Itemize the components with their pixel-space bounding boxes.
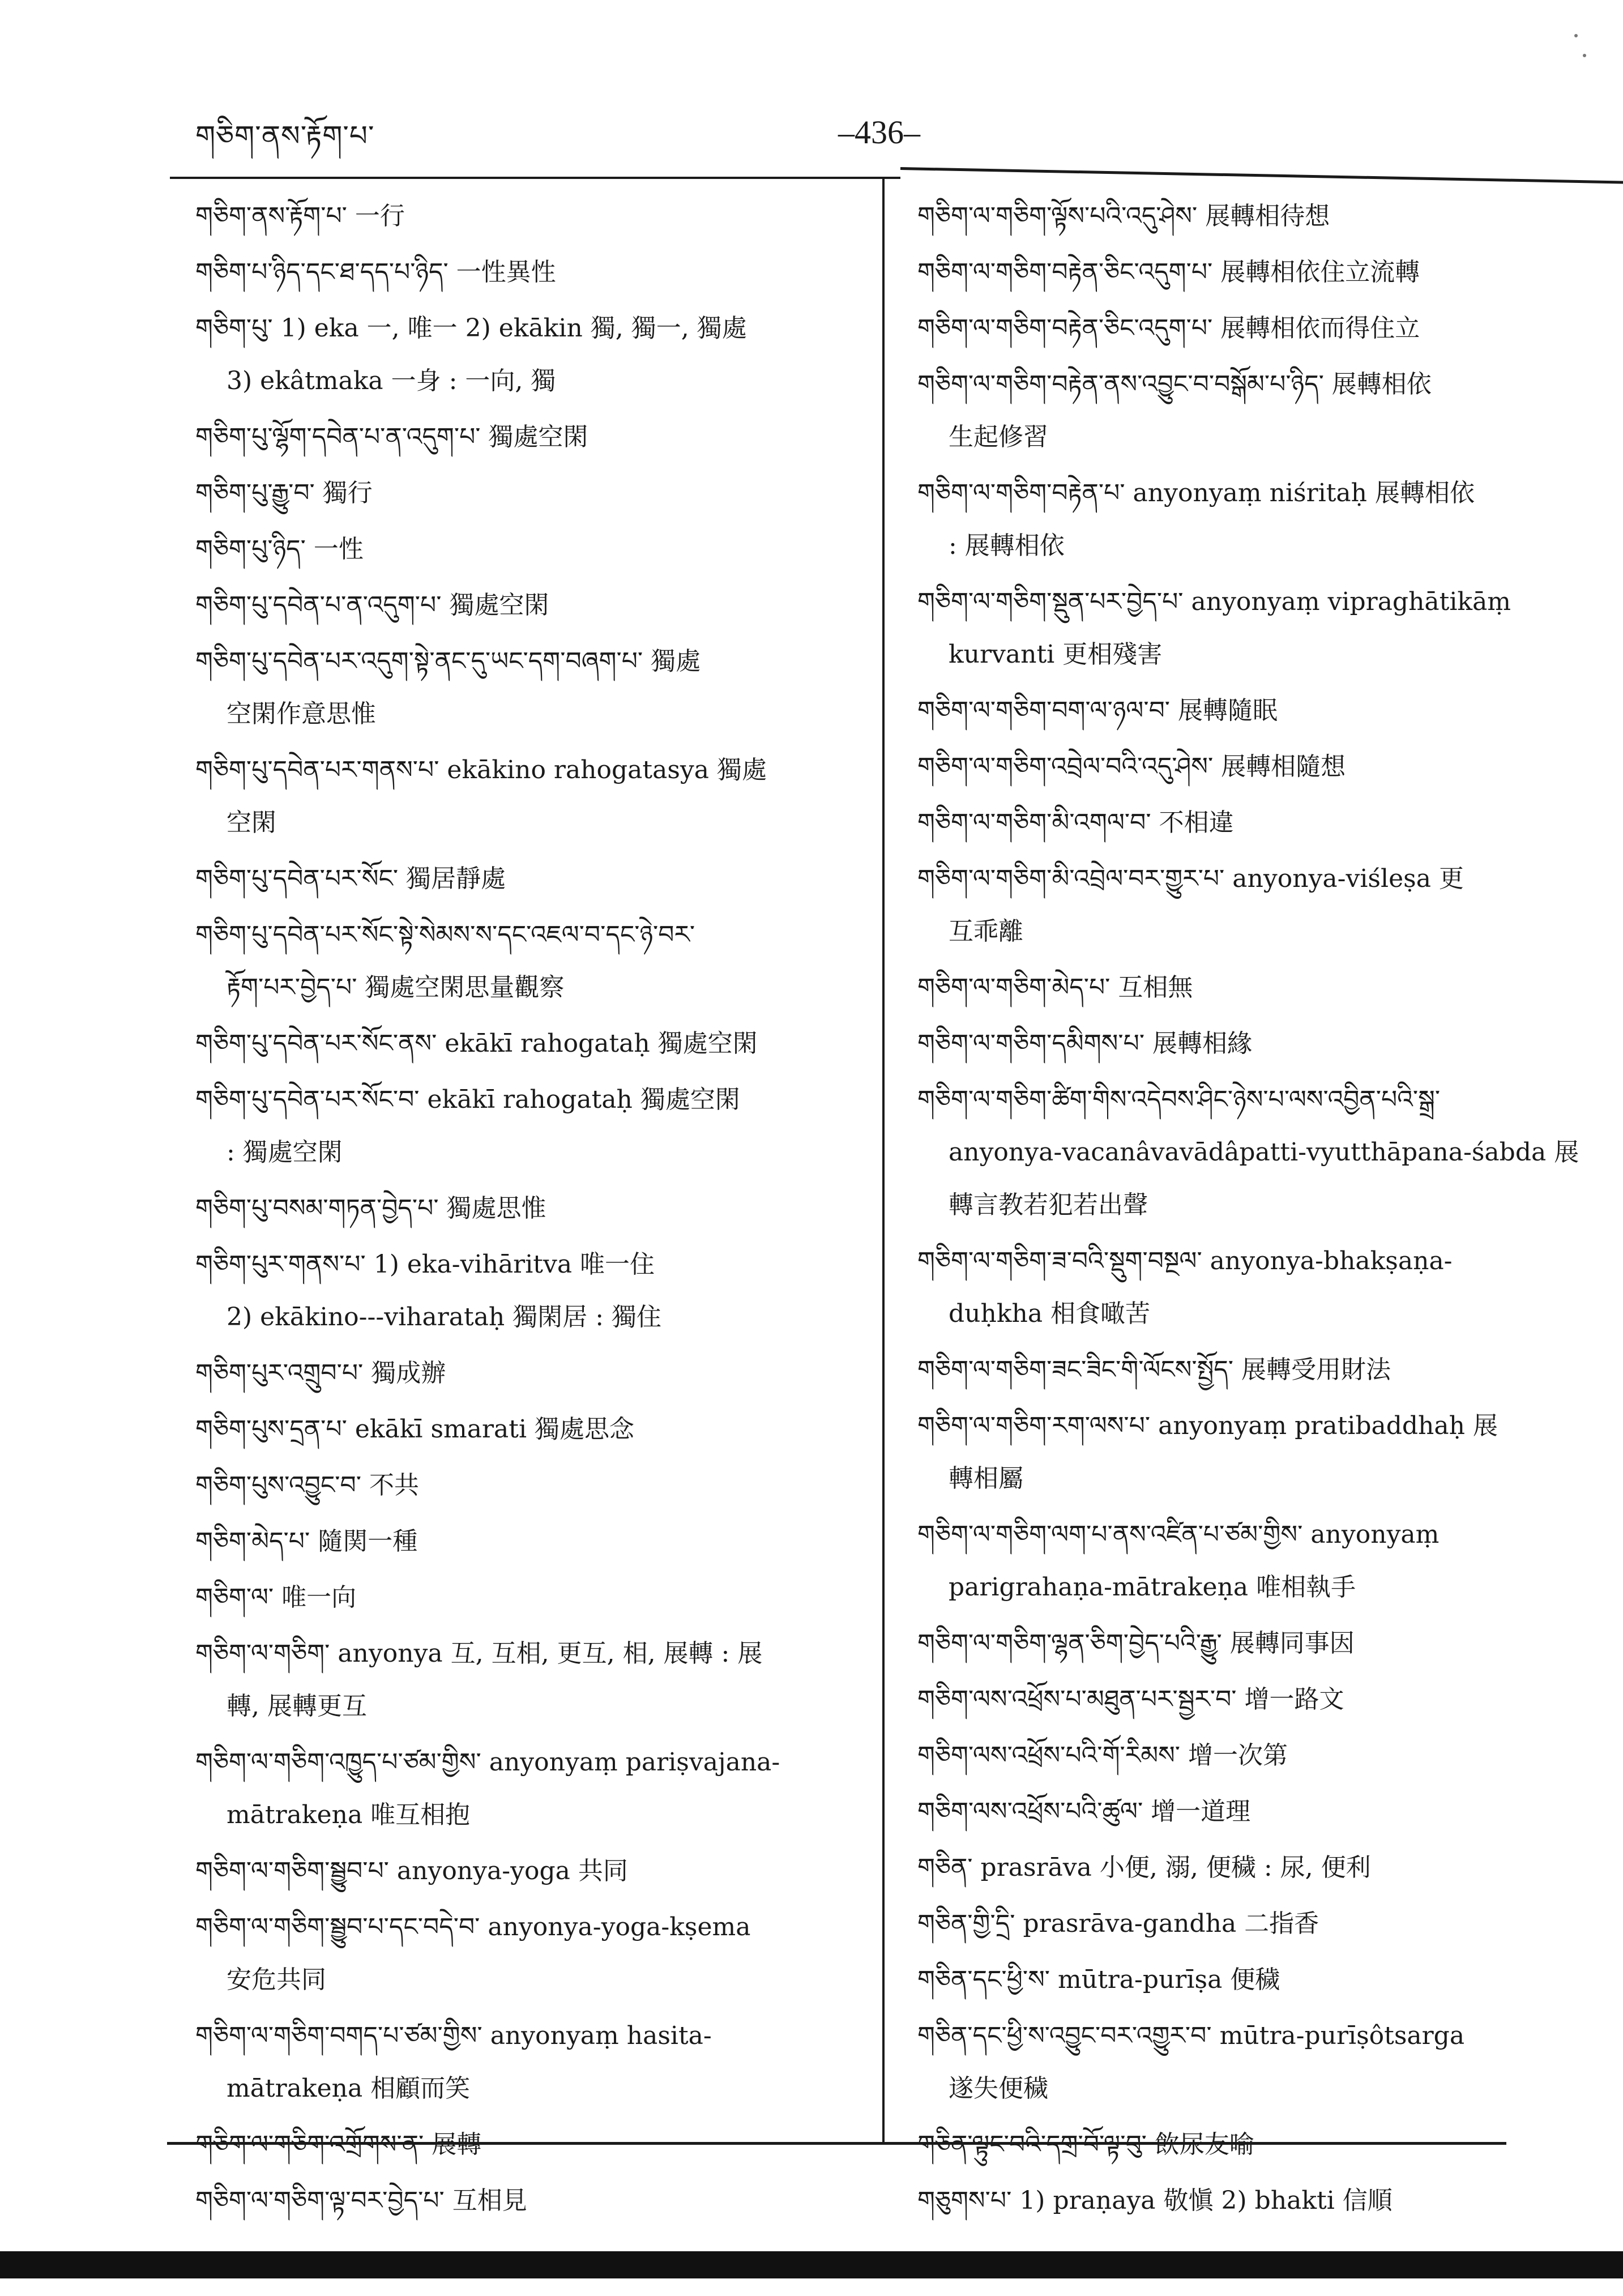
entry-headline: གཅིག་མེད་པ་ 隨関一種 — [195, 1527, 418, 1556]
entry-continuation: : 獨處空閑 — [227, 1138, 343, 1167]
dictionary-entry — [195, 246, 866, 298]
dictionary-entry — [195, 523, 866, 575]
dictionary-entry — [917, 190, 1580, 242]
entry-continuation: 空閑 — [227, 808, 276, 837]
dictionary-entry — [195, 744, 866, 849]
entry-headline: གཅུགས་པ་ 1) praṇaya 敬愼 2) bhakti 信順 — [917, 2186, 1393, 2215]
dictionary-entry — [917, 1729, 1580, 1782]
entry-headline: གཅིག་པུ་དབེན་པར་འདུག་སྟེ་ནང་དུ་ཡང་དག་བཞག་པ་ 獨處 — [195, 647, 701, 676]
entry-continuation: anyonya-vacanâvavādâpatti-vyutthāpana-śabda 展 — [949, 1138, 1579, 1167]
entry-headline: གཅིག་ལ་གཅིག་ anyonya 互, 互相, 更互, 相, 展轉 : 展 — [195, 1639, 763, 1668]
entry-continuation: duḥkha 相食噉苦 — [949, 1299, 1151, 1328]
dictionary-entry — [195, 2118, 866, 2171]
entry-headline: གཅིག་པུ་རྒྱུ་བ་ 獨行 — [195, 479, 373, 507]
dictionary-entry — [195, 579, 866, 631]
scan-speck — [1583, 54, 1586, 57]
dictionary-entry — [917, 1897, 1580, 1950]
entry-continuation: རྟོག་པར་བྱེད་པ་ 獨處空閑思量觀察 — [227, 973, 565, 1002]
entry-headline: གཅིག་པུར་འགྲུབ་པ་ 獨成辦 — [195, 1359, 446, 1388]
dictionary-entry — [917, 852, 1580, 958]
dictionary-entry — [917, 1508, 1580, 1614]
dictionary-entry — [195, 1238, 866, 1343]
dictionary-entry — [917, 1953, 1580, 2006]
entry-continuation: mātrakeṇa 唯互相抱 — [227, 1800, 471, 1829]
dictionary-entry — [195, 1571, 866, 1624]
dictionary-entry — [195, 1736, 866, 1841]
top-rule-right — [900, 167, 1623, 185]
dictionary-entry — [917, 2118, 1580, 2171]
entry-headline: གཅིག་ལ་གཅིག་རག་ལས་པ་ anyonyaṃ pratibaddhaḥ 展 — [917, 1411, 1498, 1440]
entry-headline: གཅིག་ལ་གཅིག་བརྟེན་ཅིང་འདུག་པ་ 展轉相依而得住立 — [917, 314, 1420, 343]
left-column — [195, 190, 866, 2230]
entry-headline: གཅིག་ལ་གཅིག་ལྷན་ཅིག་བྱེད་པའི་རྒྱུ་ 展轉同事因 — [917, 1629, 1355, 1658]
entry-continuation: kurvanti 更相殘害 — [949, 640, 1163, 669]
dictionary-entry — [917, 961, 1580, 1014]
entry-headline: གཅིན་ prasrāva 小便, 溺, 便穢 : 尿, 便利 — [917, 1853, 1371, 1882]
entry-continuation: parigrahaṇa-mātrakeṇa 唯相執手 — [949, 1573, 1356, 1602]
entry-headline: གཅིག་ལ་གཅིག་སྡུན་པར་བྱེད་པ་ anyonyaṃ vipraghātikāṃ — [917, 587, 1511, 616]
entry-headline: གཅིག་པ་ཉིད་དང་ཐ་དད་པ་ཉིད་ 一性異性 — [195, 258, 556, 287]
dictionary-entry — [917, 358, 1580, 463]
dictionary-entry — [195, 302, 866, 407]
entry-headline: གཅིག་ལ་གཅིག་ལག་པ་ནས་འཛིན་པ་ཙམ་གྱིས་ anyonyaṃ — [917, 1520, 1440, 1549]
dictionary-entry — [917, 796, 1580, 849]
dictionary-entry — [917, 246, 1580, 298]
entry-headline: གཅིག་ལ་ 唯一向 — [195, 1583, 357, 1612]
dictionary-entry — [195, 1459, 866, 1512]
dictionary-entry — [195, 908, 866, 1014]
entry-continuation: mātrakeṇa 相顧而笑 — [227, 2074, 471, 2103]
page-number: –436– — [838, 114, 920, 151]
dictionary-entry — [917, 1073, 1580, 1231]
dictionary-entry — [195, 2174, 866, 2227]
dictionary-entry — [917, 575, 1580, 681]
entry-headline: གཅིག་ལ་གཅིག་བག་ལ་ཉལ་བ་ 展轉隨眠 — [917, 696, 1278, 725]
dictionary-entry — [195, 1347, 866, 1399]
entry-headline: གཅིག་པུ་དབེན་པར་སོང་སྟེ་སེམས་ས་དང་འཇལ་བ་དང་ཉེ་བར་ — [195, 920, 695, 949]
dictionary-entry — [195, 1627, 866, 1732]
entry-headline: གཅིག་པུ་ 1) eka 一, 唯一 2) ekākin 獨, 獨一, 獨處 — [195, 314, 747, 343]
dictionary-entry — [195, 1403, 866, 1456]
entry-headline: གཅིག་ལ་གཅིག་ལྟ་བར་བྱེད་པ་ 互相見 — [195, 2186, 527, 2215]
entry-headline: གཅིག་པུ་དབེན་པ་ན་འདུག་པ་ 獨處空閑 — [195, 591, 549, 620]
dictionary-entry — [195, 852, 866, 905]
entry-headline: གཅིག་ལ་གཅིག་མི་འགལ་བ་ 不相違 — [917, 808, 1234, 837]
entry-continuation: 轉, 展轉更互 — [227, 1692, 367, 1721]
scan-edge-band — [0, 2251, 1623, 2278]
entry-headline: གཅིག་ལ་གཅིག་བརྟེན་ཅིང་འདུག་པ་ 展轉相依住立流轉 — [917, 258, 1420, 287]
dictionary-entry — [195, 1901, 866, 2006]
entry-headline: གཅིག་པུ་བསམ་གཏན་བྱེད་པ་ 獨處思惟 — [195, 1194, 546, 1223]
entry-continuation: 2) ekākino---viharataḥ 獨閑居 : 獨住 — [227, 1303, 662, 1331]
entry-headline: གཅིག་ལ་གཅིག་འཁྱུད་པ་ཙམ་གྱིས་ anyonyaṃ pariṣvajana- — [195, 1748, 780, 1777]
entry-headline: གཅིག་ལ་གཅིག་ཟ་བའི་སྡུག་བསྔལ་ anyonya-bhakṣaṇa- — [917, 1247, 1453, 1275]
entry-headline: གཅིན་གྱི་དྲི་ prasrāva-gandha 二指香 — [917, 1909, 1319, 1938]
entry-continuation: 安危共同 — [227, 1965, 326, 1994]
dictionary-entry — [195, 1515, 866, 1568]
dictionary-entry — [917, 1399, 1580, 1505]
entry-headline: གཅིག་ནས་རྟོག་པ་ 一行 — [195, 202, 405, 231]
dictionary-entry — [195, 411, 866, 463]
entry-headline: གཅིག་ལ་གཅིག་བརྟེན་པ་ anyonyaṃ niśritaḥ 展轉相依 — [917, 479, 1475, 507]
entry-continuation: 轉言教若犯若出聲 — [949, 1190, 1148, 1219]
entry-headline: གཅིག་པུ་ལྷོག་དབེན་པ་ན་འདུག་པ་ 獨處空閑 — [195, 423, 588, 451]
dictionary-entry — [917, 1785, 1580, 1838]
entry-headline: གཅིག་ལ་གཅིག་བརྟེན་ནས་འབྱུང་བ་བསྒོམ་པ་ཉིད་ 展轉相依 — [917, 370, 1432, 399]
dictionary-entry — [917, 740, 1580, 793]
entry-headline: གཅིག་པུས་འབྱུང་བ་ 不共 — [195, 1471, 419, 1500]
dictionary-entry — [917, 302, 1580, 355]
entry-headline: གཅིག་ལ་གཅིག་ཚིག་གིས་འདེབས་ཤིང་ཉེས་པ་ལས་འབྱིན་པའི་སྒྲ་ — [917, 1085, 1441, 1114]
dictionary-entry — [917, 1841, 1580, 1894]
entry-headline: གཅིག་ལ་གཅིག་ལྟོས་པའི་འདུ་ཤེས་ 展轉相待想 — [917, 202, 1330, 231]
dictionary-entry — [195, 2009, 866, 2115]
entry-headline: གཅིག་པུ་དབེན་པར་སོང་ནས་ ekākī rahogataḥ 獨處空閑 — [195, 1029, 758, 1058]
entry-headline: གཅིན་དང་ཕྱི་ས་འབྱུང་བར་འགྱུར་བ་ mūtra-purīṣôtsarga — [917, 2021, 1465, 2050]
dictionary-entry — [917, 1343, 1580, 1396]
entry-headline: གཅིག་ལ་གཅིག་དམིགས་པ་ 展轉相緣 — [917, 1029, 1253, 1058]
dictionary-entry — [917, 1617, 1580, 1670]
entry-headline: གཅིག་ལ་གཅིག་སྦྱུབ་པ་ anyonya-yoga 共同 — [195, 1857, 628, 1885]
entry-headline: གཅིག་ལ་གཅིག་མི་འབྲེལ་བར་གྱུར་པ་ anyonya-viśleṣa 更 — [917, 864, 1464, 893]
dictionary-entry — [195, 1182, 866, 1235]
dictionary-entry — [195, 467, 866, 519]
dictionary-entry — [917, 1235, 1580, 1340]
running-head: གཅིག་ནས་རྟོག་པ་ — [195, 120, 375, 152]
entry-headline: གཅིག་ལ་གཅིག་ཟང་ཟིང་གི་ལོངས་སྤྱོད་ 展轉受用財法 — [917, 1355, 1391, 1384]
entry-continuation: 互乖離 — [949, 917, 1023, 946]
entry-headline: གཅིག་པུ་ཉིད་ 一性 — [195, 535, 364, 564]
dictionary-entry — [917, 684, 1580, 737]
dictionary-entry — [195, 1017, 866, 1070]
entry-headline: གཅིག་ལ་གཅིག་བགད་པ་ཙམ་གྱིས་ anyonyaṃ hasita- — [195, 2021, 712, 2050]
entry-continuation: 生起修習 — [949, 423, 1048, 451]
entry-headline: གཅིག་ལ་གཅིག་འགྲོགས་ན་ 展轉 — [195, 2130, 482, 2159]
entry-headline: གཅིག་པུ་དབེན་པར་གནས་པ་ ekākino rahogatasya 獨處 — [195, 756, 767, 784]
dictionary-entry — [195, 190, 866, 242]
entry-headline: གཅིག་ལ་གཅིག་མེད་པ་ 互相無 — [917, 973, 1193, 1002]
scan-speck — [1574, 34, 1578, 37]
dictionary-entry — [917, 467, 1580, 572]
dictionary-entry — [195, 1845, 866, 1897]
entry-headline: གཅིག་པུས་དྲན་པ་ ekākī smarati 獨處思念 — [195, 1415, 635, 1444]
dictionary-entry — [917, 1673, 1580, 1726]
entry-headline: གཅིག་ལས་འཕྲོས་པའི་ཚུལ་ 增一道理 — [917, 1797, 1251, 1826]
entry-continuation: 轉相屬 — [949, 1464, 1023, 1493]
entry-continuation: : 展轉相依 — [949, 531, 1065, 560]
entry-headline: གཅིག་པུ་དབེན་པར་སོང་བ་ ekākī rahogataḥ 獨處空閑 — [195, 1085, 740, 1114]
entry-headline: གཅིན་ལྟུང་བའི་དགྲ་བོ་ལྟ་བུ་ 飲尿友喻 — [917, 2130, 1254, 2159]
column-divider — [882, 177, 885, 2145]
right-column — [917, 190, 1580, 2230]
dictionary-entry — [917, 2009, 1580, 2115]
dictionary-entry — [195, 1073, 866, 1179]
entry-headline: གཅིག་ལ་གཅིག་འབྲེལ་བའི་འདུ་ཤེས་ 展轉相隨想 — [917, 752, 1346, 781]
dictionary-entry — [917, 2174, 1580, 2227]
entry-headline: གཅིན་དང་ཕྱི་ས་ mūtra-purīṣa 便穢 — [917, 1965, 1280, 1994]
dictionary-entry — [195, 635, 866, 740]
entry-headline: གཅིག་ལ་གཅིག་སྦྱུབ་པ་དང་བདེ་བ་ anyonya-yoga-kṣema — [195, 1913, 751, 1941]
entry-continuation: 空閑作意思惟 — [227, 699, 376, 728]
entry-headline: གཅིག་ལས་འཕྲོས་པ་མཐུན་པར་སྦྱར་བ་ 增一路文 — [917, 1685, 1344, 1714]
dictionary-entry — [917, 1017, 1580, 1070]
entry-continuation: 3) ekâtmaka 一身 : 一向, 獨 — [227, 366, 556, 395]
top-rule-left — [170, 177, 900, 179]
entry-continuation: 遂失便穢 — [949, 2074, 1048, 2103]
entry-headline: གཅིག་པུར་གནས་པ་ 1) eka-vihāritva 唯一住 — [195, 1250, 655, 1279]
entry-headline: གཅིག་ལས་འཕྲོས་པའི་གོ་རིམས་ 增一次第 — [917, 1741, 1288, 1770]
entry-headline: གཅིག་པུ་དབེན་པར་སོང་ 獨居靜處 — [195, 864, 506, 893]
